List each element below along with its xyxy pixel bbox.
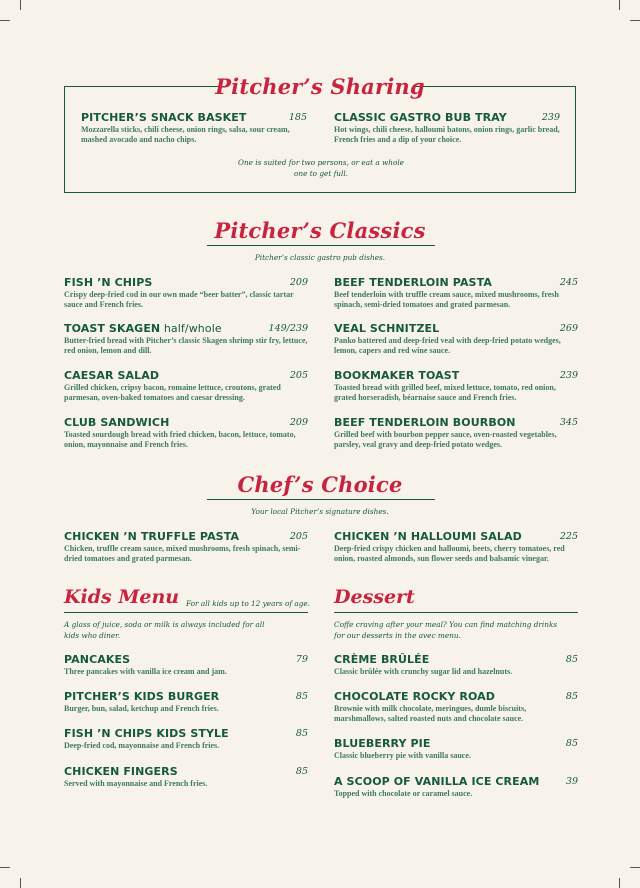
- sharing-title: Pitcher’s Sharing: [215, 74, 425, 99]
- item-description: Crispy deep-fried cod in our own made “beer batter”, classic tartar sauce and French fries.: [64, 290, 294, 309]
- item-price: 209: [289, 277, 308, 288]
- classics-item: [334, 322, 578, 355]
- kids-age-note: For all kids up to 12 years of age.: [186, 599, 311, 608]
- crop-mark: [619, 878, 620, 888]
- chef-title: Chef’s Choice: [237, 472, 403, 497]
- item-description: Mozzarella sticks, chili cheese, onion rings, salsa, sour cream, mashed avocado and nacho chips.: [81, 125, 290, 144]
- item-name: PANCAKES: [64, 653, 131, 666]
- sharing-note: One is suited for two persons, or eat a whole one to get full.: [237, 158, 404, 178]
- item-price: 345: [559, 417, 578, 428]
- item-name: CAESAR SALAD: [64, 369, 160, 382]
- crop-mark: [0, 20, 10, 21]
- kids-rule: [64, 612, 308, 613]
- dessert-rule: [334, 612, 578, 613]
- kids-title: Kids Menu: [64, 586, 180, 608]
- classics-rule: [207, 245, 435, 246]
- sharing-item: [334, 111, 560, 144]
- classics-item: [64, 322, 308, 355]
- kids-item: [64, 690, 308, 714]
- classics-subtitle: Pitcher’s classic gastro pub dishes.: [254, 253, 386, 262]
- item-description: Burger, bun, salad, ketchup and French fries.: [64, 704, 219, 713]
- chef-item: [334, 530, 578, 563]
- item-description: Three pancakes with vanilla ice cream and jam.: [64, 667, 227, 676]
- item-description: Butter-fried bread with Pitcher’s classic Skagen shrimp stir fry, lettuce, red onion, lemon and dill.: [64, 336, 308, 355]
- kids-item: [64, 653, 308, 677]
- item-price: 269: [559, 323, 578, 334]
- dessert-item: [334, 653, 578, 677]
- item-price: 239: [559, 370, 578, 381]
- item-price: 225: [559, 531, 578, 542]
- item-price: 85: [295, 691, 308, 702]
- item-price: 79: [295, 654, 308, 665]
- chef-subtitle: Your local Pitcher’s signature dishes.: [251, 507, 389, 516]
- item-price: 85: [295, 766, 308, 777]
- item-name: CRÈME BRÛLÉE: [334, 653, 430, 666]
- crop-mark: [20, 0, 21, 10]
- item-description: Chicken, truffle cream sauce, mixed mushrooms, fresh spinach, semi-dried tomatoes and grated parmesan.: [64, 544, 301, 563]
- item-price: 239: [541, 112, 560, 123]
- item-description: Toasted sourdough bread with fried chicken, bacon, lettuce, tomato, onion, mayonnaise and French fries.: [64, 430, 296, 449]
- dessert-note: Coffe craving after your meal? You can find matching drinks for our desserts in the avec menu.: [334, 620, 558, 640]
- dessert-item: [334, 737, 578, 761]
- chef-item: [64, 530, 308, 563]
- item-description: Served with mayonnaise and French fries.: [64, 779, 208, 788]
- item-description: Deep-fried crispy chicken and halloumi, beets, cherry tomatoes, red onion, roasted almonds, sun flower seeds and balsamic vinegar.: [334, 544, 565, 563]
- item-description: Grilled chicken, cripsy bacon, romaine lettuce, croutons, grated parmesan, oven-baked tomatoes and caesar dressing.: [64, 383, 281, 402]
- crop-mark: [20, 878, 21, 888]
- item-name: VEAL SCHNITZEL: [334, 322, 440, 335]
- classics-item: [334, 369, 578, 402]
- item-price: 85: [565, 691, 578, 702]
- classics-item: [64, 276, 308, 309]
- item-price: 209: [289, 417, 308, 428]
- crop-mark: [630, 867, 640, 868]
- item-price: 205: [289, 531, 308, 542]
- item-price: 205: [289, 370, 308, 381]
- kids-item: [64, 765, 308, 789]
- item-name: CHICKEN ’N HALLOUMI SALAD: [334, 530, 522, 543]
- item-description: Beef tenderloin with truffle cream sauce, mixed mushrooms, fresh spinach, semi-dried tomatoes and grated parmesan.: [334, 290, 559, 309]
- classics-item: [64, 369, 308, 402]
- item-description: Panko battered and deep-fried veal with deep-fried potato wedges, lemon, capers and red wine sauce.: [334, 336, 561, 355]
- item-description: Brownie with milk chocolate, meringues, dumle biscuits, marshmallows, salted roasted nuts and chocolate sauce.: [334, 704, 527, 723]
- item-description: Hot wings, chili cheese, halloumi batons, onion rings, garlic bread, French fries and a dip of your choice.: [334, 125, 560, 144]
- item-name: FISH ’N CHIPS KIDS STYLE: [64, 727, 229, 740]
- item-name: CLASSIC GASTRO BUB TRAY: [334, 111, 507, 124]
- item-price: 245: [559, 277, 578, 288]
- dessert-item: [334, 775, 578, 799]
- item-name: BEEF TENDERLOIN BOURBON: [334, 416, 516, 429]
- item-name: A SCOOP OF VANILLA ICE CREAM: [334, 775, 540, 788]
- item-price: 185: [288, 112, 307, 123]
- crop-mark: [630, 20, 640, 21]
- item-name: CHICKEN ’N TRUFFLE PASTA: [64, 530, 240, 543]
- crop-mark: [619, 0, 620, 10]
- item-price: 85: [565, 738, 578, 749]
- item-name: CHICKEN FINGERS: [64, 765, 178, 778]
- kids-note: A glass of juice, soda or milk is always included for all kids who diner.: [64, 620, 265, 640]
- item-price: 85: [565, 654, 578, 665]
- item-price: 149/239: [268, 323, 308, 334]
- crop-mark: [0, 867, 10, 868]
- item-description: Grilled beef with bourbon pepper sauce, oven-roasted vegetables, parsley, veal gravy and deep-fried potato wedges.: [334, 430, 557, 449]
- item-name: BEEF TENDERLOIN PASTA: [334, 276, 492, 289]
- item-price: 39: [565, 776, 578, 787]
- sharing-item: [81, 111, 307, 144]
- kids-item: [64, 727, 308, 751]
- classics-item: [64, 416, 308, 449]
- item-price: 85: [295, 728, 308, 739]
- item-description: Toasted bread with grilled beef, mixed lettuce, tomato, red onion, grated horseradish, béarnaise sauce and French fries.: [334, 383, 556, 402]
- item-name: PITCHER’S KIDS BURGER: [64, 690, 220, 703]
- item-name: FISH ’N CHIPS: [64, 276, 153, 289]
- chef-rule: [207, 499, 435, 500]
- item-description: Classic brûlée with crunchy sugar lid and hazelnuts.: [334, 667, 513, 676]
- item-description: Deep-fried cod, mayonnaise and French fries.: [64, 741, 220, 750]
- classics-title: Pitcher’s Classics: [214, 218, 426, 243]
- item-name: PITCHER’S SNACK BASKET: [81, 111, 247, 124]
- item-name-suffix: half/whole: [160, 322, 222, 335]
- dessert-item: [334, 690, 578, 723]
- dessert-title: Dessert: [334, 586, 415, 608]
- classics-item: [334, 276, 578, 309]
- item-description: Classic blueberry pie with vanilla sauce.: [334, 751, 471, 760]
- classics-item: [334, 416, 578, 449]
- item-name-main: TOAST SKAGEN: [64, 322, 161, 335]
- item-name: BOOKMAKER TOAST: [334, 369, 460, 382]
- item-description: Topped with chocolate or caramel sauce.: [334, 789, 473, 798]
- item-name: CLUB SANDWICH: [64, 416, 170, 429]
- item-name: CHOCOLATE ROCKY ROAD: [334, 690, 495, 703]
- item-name: BLUEBERRY PIE: [334, 737, 431, 750]
